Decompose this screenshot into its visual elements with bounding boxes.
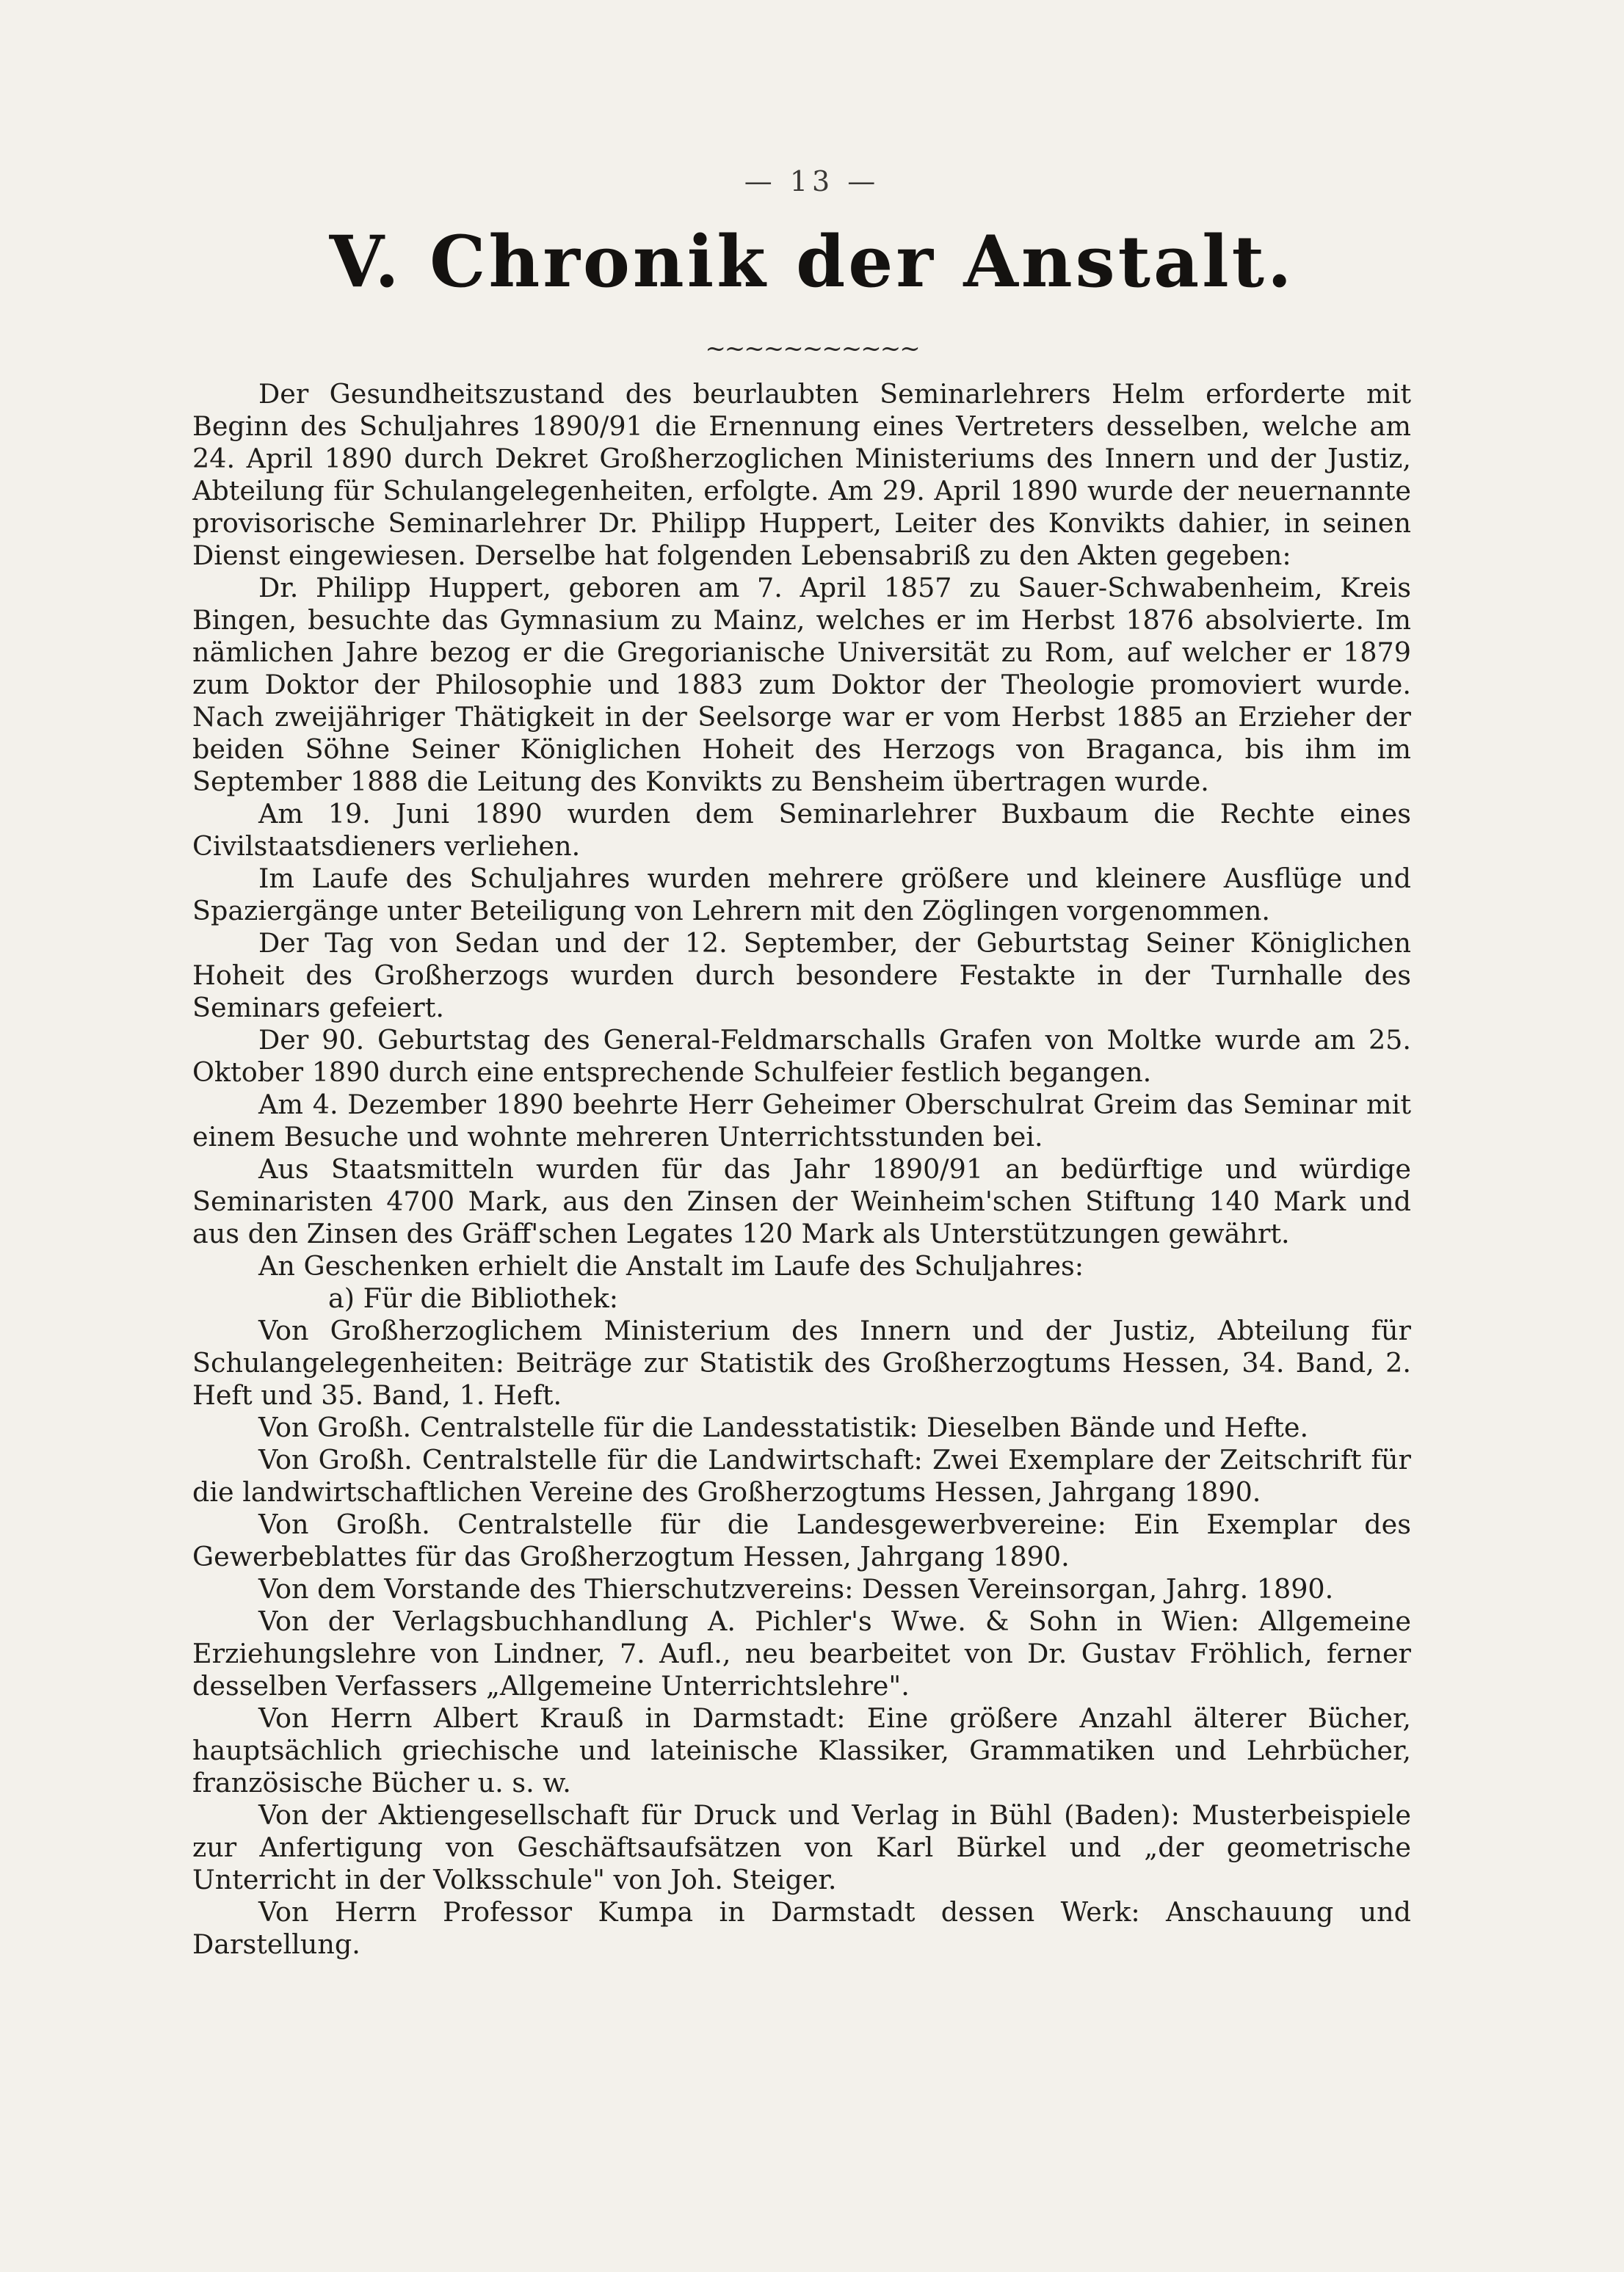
paragraph-greim-besuch: Am 4. Dezember 1890 beehrte Herr Geheimer Oberschulrat Greim das Seminar mit einem Besuche und wohnte mehreren Unterrichtsstunden bei. — [192, 1089, 1411, 1153]
paragraph-geschenke-intro: An Geschenken erhielt die Anstalt im Laufe des Schuljahres: — [258, 1250, 1084, 1282]
paragraph-ausfluege: Im Laufe des Schuljahres wurden mehrere größere und kleinere Ausflüge und Spaziergänge unter Beteiligung von Lehrern mit den Zöglingen vorgenommen. — [192, 863, 1411, 926]
paragraph-sedan: Der Tag von Sedan und der 12. September, der Geburtstag Seiner Königlichen Hoheit des Großherzogs wurden durch besondere Festakte in der Turnhalle des Seminars gefeiert. — [192, 927, 1411, 1023]
list-item: Von dem Vorstande des Thierschutzvereins: Dessen Vereinsorgan, Jahrg. 1890. — [258, 1573, 1334, 1605]
list-item: Von Großh. Centralstelle für die Landwirtschaft: Zwei Exemplare der Zeitschrift für die landwirtschaftlichen Vereine des Großherzogtums Hessen, Jahrgang 1890. — [192, 1444, 1411, 1508]
title-ornament: ~~~~~~~~~~~ — [705, 334, 919, 363]
subheading-bibliothek: a) Für die Bibliothek: — [328, 1282, 619, 1314]
paragraph-huppert-lebensabriss: Dr. Philipp Huppert, geboren am 7. April 1857 zu Sauer-Schwabenheim, Kreis Bingen, besuchte das Gymnasium zu Mainz, welches er im Herbst 1876 absolvierte. Im nämlichen Jahre bezog er die Gregorianische Universität zu Rom, auf welcher er 1879 zum Doktor der Philosophie und 1883 zum Doktor der Theologie promoviert wurde. Nach zweijähriger Thätigkeit in der Seelsorge war er vom Herbst 1885 an Erzieher der beiden Söhne Seiner Königlichen Hoheit des Herzogs von Braganca, bis ihm im September 1888 die Leitung des Konvikts zu Bensheim übertragen wurde. — [192, 572, 1411, 797]
list-item: Von Großh. Centralstelle für die Landesgewerbvereine: Ein Exemplar des Gewerbeblattes für das Großherzogtum Hessen, Jahrgang 1890. — [192, 1509, 1411, 1572]
paragraph-buxbaum: Am 19. Juni 1890 wurden dem Seminarlehrer Buxbaum die Rechte eines Civilstaatsdieners verliehen. — [192, 798, 1411, 862]
list-item: Von Großherzoglichem Ministerium des Innern und der Justiz, Abteilung für Schulangelegenheiten: Beiträge zur Statistik des Großherzogtums Hessen, 34. Band, 2. Heft und 35. Band, 1. Heft. — [192, 1315, 1411, 1411]
list-item: Von der Aktiengesellschaft für Druck und Verlag in Bühl (Baden): Musterbeispiele zur Anfertigung von Geschäftsaufsätzen von Karl Bürkel und „der geometrische Unterricht in der Volksschule" von Joh. Steiger. — [192, 1799, 1411, 1895]
page-number: — 13 — — [744, 165, 880, 197]
list-item: Von Großh. Centralstelle für die Landesstatistik: Dieselben Bände und Hefte. — [258, 1412, 1309, 1443]
paragraph-helm-vertreter: Der Gesundheitszustand des beurlaubten Seminarlehrers Helm erforderte mit Beginn des Schuljahres 1890/91 die Ernennung eines Vertreters desselben, welche am 24. April 1890 durch Dekret Großherzoglichen Ministeriums des Innern und der Justiz, Abteilung für Schulangelegenheiten, erfolgte. Am 29. April 1890 wurde der neuernannte provisorische Seminarlehrer Dr. Philipp Huppert, Leiter des Konvikts dahier, in seinen Dienst eingewiesen. Derselbe hat folgenden Lebensabriß zu den Akten gegeben: — [192, 378, 1411, 571]
list-item: Von Herrn Albert Krauß in Darmstadt: Eine größere Anzahl älterer Bücher, hauptsächlich griechische und lateinische Klassiker, Grammatiken und Lehrbücher, französische Bücher u. s. w. — [192, 1702, 1411, 1799]
chronicle-body — [192, 378, 1411, 1961]
list-item: Von Herrn Professor Kumpa in Darmstadt dessen Werk: Anschauung und Darstellung. — [192, 1896, 1411, 1960]
chapter-title: V. Chronik der Anstalt. — [329, 220, 1295, 303]
paragraph-staatsmittel: Aus Staatsmitteln wurden für das Jahr 1890/91 an bedürftige und würdige Seminaristen 4700 Mark, aus den Zinsen der Weinheim'schen Stiftung 140 Mark und aus den Zinsen des Gräff'schen Legates 120 Mark als Unterstützungen gewährt. — [192, 1153, 1411, 1249]
list-item: Von der Verlagsbuchhandlung A. Pichler's Wwe. & Sohn in Wien: Allgemeine Erziehungslehre von Lindner, 7. Aufl., neu bearbeitet von Dr. Gustav Fröhlich, ferner desselben Verfassers „Allgemeine Unterrichtslehre". — [192, 1605, 1411, 1702]
paragraph-moltke: Der 90. Geburtstag des General-Feldmarschalls Grafen von Moltke wurde am 25. Oktober 1890 durch eine entsprechende Schulfeier festlich begangen. — [192, 1024, 1411, 1088]
